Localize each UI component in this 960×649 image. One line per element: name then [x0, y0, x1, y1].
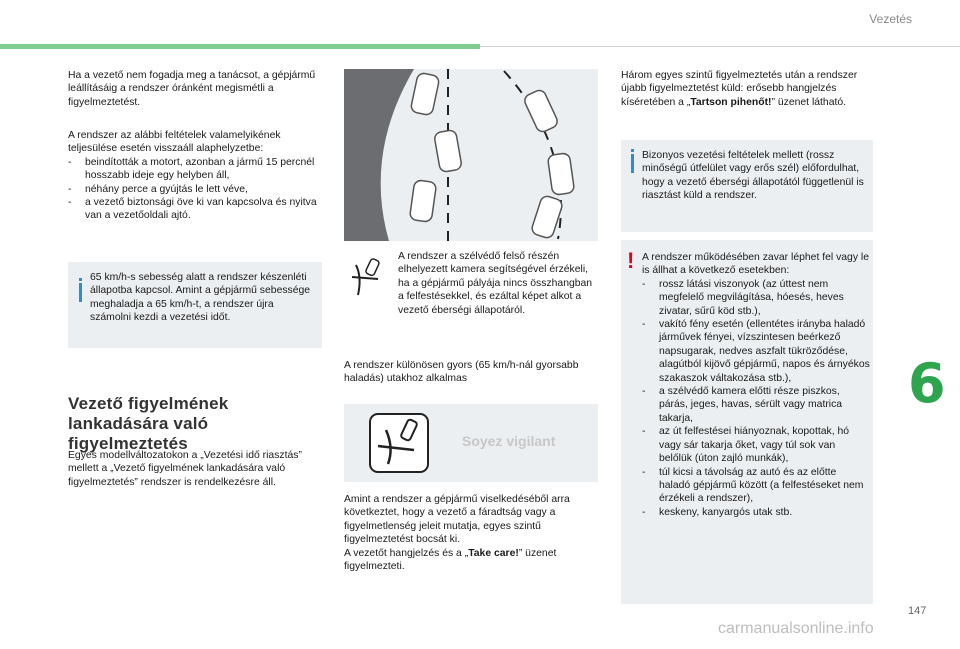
- info-icon: [631, 154, 634, 173]
- take-care-suffix: ” üzenet figyelmezteti.: [344, 547, 557, 573]
- list-item: - keskeny, kanyargós utak stb.: [642, 506, 870, 519]
- display-message-text: Soyez vigilant: [462, 433, 556, 449]
- left-paragraph-1-text: Ha a vezető nem fogadja meg a tanácsot, a gépjármű leállításáig a rendszer óránként megismétli a figyelmeztetést.: [68, 70, 316, 108]
- camera-description: A rendszer a szélvédő felső részén elhelyezett kamera segítségével érzékeli, ha a gépjármű pályája nincs összhangban a felfestésekkel, és ezáltal képet alkot a vezető éberségi állapotáról.: [398, 251, 593, 316]
- left-paragraph-3: Egyes modellváltozatokon a „Vezetési idő riasztás” mellett a „Vezető figyelmének lankadására való figyelmeztetés” rendszer is rendelkezésre áll.: [68, 450, 302, 488]
- reset-conditions: [68, 129, 330, 223]
- list-item: - néhány perce a gyújtás le lett véve,: [68, 183, 330, 196]
- alert-level-text: Amint a rendszer a gépjármű viselkedéséből arra következtet, hogy a vezető a fáradtság vagy a figyelmetlenség jeleit mutatja, egyes szintű figyelmeztetést bocsát ki.: [344, 494, 570, 546]
- section-heading: Vezető figyelmének lankadására való figyelmeztetés: [68, 394, 229, 453]
- take-care-prefix: A vezetőt hangjelzés és a „: [344, 547, 469, 559]
- left-paragraph-1: [68, 69, 326, 109]
- info-icon: [79, 283, 82, 302]
- warning-box-text: [642, 251, 870, 519]
- speed-description: A rendszer különösen gyors (65 km/h-nál gyorsabb haladás) utakhoz alkalmas: [344, 360, 579, 385]
- middle-lower-paragraph: [344, 493, 598, 573]
- rest-warning-prefix: Három egyes szintű figyelmeztetés után a rendszer újabb figyelmeztetést küld: erősebb hangjelzés kíséretében a „: [621, 70, 858, 108]
- list-item: - rossz látási viszonyok (az úttest nem megfelelő megvilágítása, hóesés, heves zivatar, sűrű köd stb.),: [642, 278, 870, 318]
- warning-intro: A rendszer működésében zavar léphet fel vagy le is állhat a következő esetekben:: [642, 252, 869, 277]
- chapter-number: 6: [908, 352, 946, 415]
- page-number: 147: [908, 605, 927, 617]
- warning-list: [642, 278, 870, 519]
- section-title: Vezetés: [869, 12, 912, 26]
- list-item: - beindították a motort, azonban a jármű 15 percnél hosszabb ideje egy helyben áll,: [68, 156, 330, 183]
- right-paragraph-1: [621, 69, 873, 109]
- drowsy-driver-icon: [350, 257, 384, 297]
- list-item: - túl kicsi a távolság az autó és az előtte haladó gépjármű között (a felfestéseket nem érzékeli a rendszer),: [642, 466, 870, 506]
- info-box-conditions-text: Bizonyos vezetési feltételek mellett (rossz minőségű útfelület vagy erős szél) előfordulhat, hogy a vezető éberségi állapotától függetlenül is riasztást küld a rendszer.: [642, 150, 864, 202]
- car-icon: [547, 153, 574, 196]
- lane-drift-illustration: [344, 69, 598, 241]
- list-item: - a vezető biztonsági öve ki van kapcsolva és nyitva van a vezetőoldali ajtó.: [68, 196, 330, 223]
- warning-icon: !: [627, 248, 635, 273]
- list-item: - vakító fény esetén (ellentétes irányba haladó járművek fényei, vízszintesen beérkező napsugarak, nedves aszfalt tükröződése, alagútból kijövő gépjármű, napos és árnyékos szakaszok váltakozása stb.),: [642, 318, 870, 385]
- reset-conditions-list: [68, 156, 330, 223]
- header-accent-bar: [0, 44, 480, 49]
- reset-conditions-intro: A rendszer az alábbi feltételek valamelyikének teljesülése esetén visszaáll alaphelyzetbe:: [68, 130, 281, 155]
- info-box-speed-text: 65 km/h-s sebesség alatt a rendszer készenléti állapotba kapcsol. Amint a gépjármű sebessége meghaladja a 65 km/h-t, a rendszer újra számolni kezdi a vezetési időt.: [90, 272, 311, 324]
- list-item: - a szélvédő kamera előtti része piszkos, párás, jeges, havas, sérült vagy matrica takarja,: [642, 385, 870, 425]
- take-care-text: [344, 547, 598, 574]
- drowsy-warning-symbol: [368, 412, 430, 474]
- list-item: - az út felfestései hiányoznak, kopottak, hó vagy sár takarja őket, vagy túl sok van belőlük (úton zajló munkák),: [642, 425, 870, 465]
- take-care-message: Take care!: [468, 547, 519, 559]
- car-icon: [409, 180, 436, 223]
- rest-warning-suffix: ” üzenet látható.: [771, 96, 847, 108]
- rest-warning-message: Tartson pihenőt!: [690, 96, 772, 108]
- watermark: carmanualsonline.info: [718, 620, 874, 637]
- header-divider: [480, 46, 960, 47]
